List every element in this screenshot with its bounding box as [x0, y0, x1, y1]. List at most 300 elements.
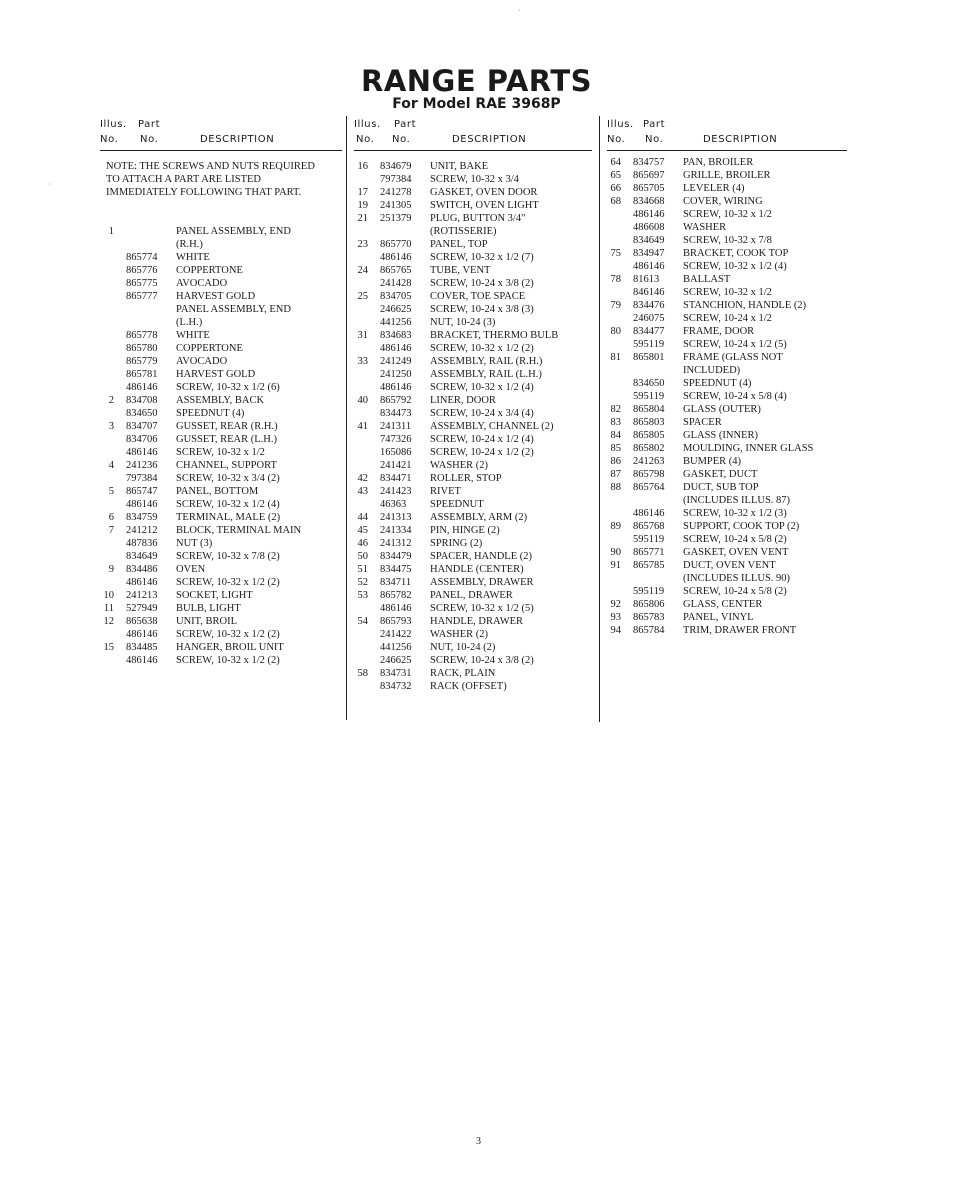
part-row [354, 238, 592, 251]
part-row [100, 641, 342, 654]
part-number: 865804 [633, 404, 665, 415]
part-description: BLOCK, TERMINAL MAIN [176, 525, 302, 536]
scan-speck: · [518, 6, 521, 15]
part-number: 865765 [380, 265, 412, 276]
part-row [607, 416, 847, 429]
part-description: PAN, BROILER [683, 157, 754, 168]
part-row [354, 394, 592, 407]
part-number: 865784 [633, 625, 665, 636]
part-row [100, 524, 342, 537]
part-description: SCREW, 10-24 x 5/8 (2) [683, 534, 787, 545]
part-number: 486146 [633, 209, 665, 220]
part-row [607, 455, 847, 468]
part-number: 241423 [380, 486, 412, 497]
part-description: TERMINAL, MALE (2) [176, 512, 281, 523]
illus-number: 50 [357, 551, 368, 562]
part-number: 747326 [380, 434, 412, 445]
part-row [607, 585, 847, 598]
part-row [354, 173, 592, 186]
part-row [100, 485, 342, 498]
part-number: 241249 [380, 356, 412, 367]
part-row [607, 598, 847, 611]
part-number: 865805 [633, 430, 665, 441]
illus-number: 25 [357, 291, 368, 302]
part-description: PANEL ASSEMBLY, END [176, 304, 291, 315]
header-no: No. [607, 134, 626, 145]
part-number: 486146 [126, 655, 158, 666]
illus-number: 65 [610, 170, 621, 181]
part-row [607, 520, 847, 533]
part-description: SPACER [683, 417, 722, 428]
part-number: 834711 [380, 577, 412, 588]
illus-number: 75 [610, 248, 621, 259]
part-row [100, 602, 342, 615]
part-row [354, 667, 592, 680]
part-description: RACK (OFFSET) [430, 681, 507, 692]
part-description: ASSEMBLY, CHANNEL (2) [430, 421, 554, 432]
part-row [607, 234, 847, 247]
illus-number: 44 [357, 512, 368, 523]
part-number: 865705 [633, 183, 665, 194]
part-number: 834757 [633, 157, 665, 168]
page-subtitle: For Model RAE 3968P [392, 96, 561, 112]
part-row [607, 156, 847, 169]
header-description: DESCRIPTION [452, 134, 527, 145]
part-description: COVER, TOE SPACE [430, 291, 526, 302]
illus-number: 89 [610, 521, 621, 532]
part-description: SPEEDNUT (4) [176, 408, 245, 419]
part-description: SCREW, 10-32 x 7/8 (2) [176, 551, 280, 562]
illus-number: 9 [108, 564, 114, 575]
illus-number: 51 [357, 564, 368, 575]
part-number: 834706 [126, 434, 158, 445]
part-row [100, 264, 342, 277]
part-description: SCREW, 10-32 x 1/2 [683, 287, 772, 298]
illus-number: 7 [108, 525, 114, 536]
part-row [100, 420, 342, 433]
header-illus: Illus. [607, 119, 634, 130]
part-description: SPEEDNUT [430, 499, 484, 510]
part-row [100, 355, 342, 368]
part-number: 865775 [126, 278, 158, 289]
part-description: RACK, PLAIN [430, 668, 496, 679]
part-row [354, 329, 592, 342]
part-row [354, 537, 592, 550]
part-description: HANDLE (CENTER) [430, 564, 524, 575]
part-description: AVOCADO [176, 356, 228, 367]
illus-number: 40 [357, 395, 368, 406]
part-row [354, 511, 592, 524]
part-number: 246625 [380, 304, 412, 315]
part-row [607, 442, 847, 455]
part-description: SCREW, 10-24 x 5/8 (4) [683, 391, 787, 402]
part-number: 241305 [380, 200, 412, 211]
part-row [100, 277, 342, 290]
illus-number: 17 [357, 187, 368, 198]
illus-number: 46 [357, 538, 368, 549]
part-row [100, 537, 342, 550]
part-number: 251379 [380, 213, 412, 224]
part-number: 865785 [633, 560, 665, 571]
part-description: AVOCADO [176, 278, 228, 289]
illus-number: 64 [610, 157, 621, 168]
part-description: PANEL ASSEMBLY, END [176, 226, 291, 237]
part-description: STANCHION, HANDLE (2) [683, 300, 807, 311]
column-divider [599, 116, 600, 722]
part-row [100, 459, 342, 472]
part-row [607, 169, 847, 182]
part-description: (ROTISSERIE) [430, 226, 497, 237]
part-number: 834649 [633, 235, 665, 246]
part-description: WASHER (2) [430, 460, 489, 471]
part-row [607, 208, 847, 221]
part-description: ASSEMBLY, DRAWER [430, 577, 534, 588]
part-description: PANEL, DRAWER [430, 590, 513, 601]
part-description: DUCT, SUB TOP [683, 482, 759, 493]
part-description: HANGER, BROIL UNIT [176, 642, 284, 653]
part-row [607, 260, 847, 273]
part-row [100, 407, 342, 420]
part-row [354, 446, 592, 459]
part-description: SCREW, 10-32 x 1/2 [683, 209, 772, 220]
part-number: 846146 [633, 287, 665, 298]
part-number: 865798 [633, 469, 665, 480]
illus-number: 23 [357, 239, 368, 250]
part-number: 865779 [126, 356, 158, 367]
note-line: TO ATTACH A PART ARE LISTED [106, 174, 261, 185]
part-row [354, 654, 592, 667]
part-description: TUBE, VENT [430, 265, 491, 276]
part-number: 486146 [380, 252, 412, 263]
part-number: 834473 [380, 408, 412, 419]
part-row [607, 546, 847, 559]
part-number: 241422 [380, 629, 412, 640]
part-number: 241263 [633, 456, 665, 467]
part-row [607, 403, 847, 416]
part-row [100, 472, 342, 485]
part-number: 834947 [633, 248, 665, 259]
part-row [100, 290, 342, 303]
part-number: 834650 [633, 378, 665, 389]
parts-column-3 [607, 116, 847, 637]
part-number: 865781 [126, 369, 158, 380]
part-row [354, 485, 592, 498]
part-description: SCREW, 10-32 x 1/2 [176, 447, 265, 458]
page-number: 3 [476, 1136, 481, 1147]
part-description: SCREW, 10-32 x 1/2 (2) [176, 655, 280, 666]
part-number: 865638 [126, 616, 158, 627]
part-description: (L.H.) [176, 317, 203, 328]
part-number: 865778 [126, 330, 158, 341]
part-row [607, 559, 847, 572]
part-description: GASKET, OVEN VENT [683, 547, 789, 558]
illus-number: 16 [357, 161, 368, 172]
part-row [354, 550, 592, 563]
part-description: SCREW, 10-32 x 7/8 [683, 235, 772, 246]
part-number: 486146 [126, 499, 158, 510]
part-number: 865780 [126, 343, 158, 354]
header-rule [607, 150, 847, 151]
part-row [100, 446, 342, 459]
part-row [100, 342, 342, 355]
part-description: HARVEST GOLD [176, 369, 256, 380]
part-row [354, 251, 592, 264]
part-row [607, 611, 847, 624]
part-number: 797384 [126, 473, 158, 484]
illus-number: 52 [357, 577, 368, 588]
part-description: OVEN [176, 564, 206, 575]
part-row [354, 459, 592, 472]
part-row [100, 225, 342, 238]
part-description: GLASS, CENTER [683, 599, 763, 610]
part-description: MOULDING, INNER GLASS [683, 443, 814, 454]
part-row [100, 368, 342, 381]
part-row [354, 290, 592, 303]
part-description: SCREW, 10-24 x 3/4 (4) [430, 408, 534, 419]
part-row [354, 277, 592, 290]
part-number: 595119 [633, 534, 665, 545]
illus-number: 58 [357, 668, 368, 679]
illus-number: 78 [610, 274, 621, 285]
part-number: 241311 [380, 421, 412, 432]
illus-number: 92 [610, 599, 621, 610]
part-number: 865783 [633, 612, 665, 623]
part-number: 865806 [633, 599, 665, 610]
part-number: 834683 [380, 330, 412, 341]
part-row [607, 624, 847, 637]
part-description: SCREW, 10-24 x 3/8 (2) [430, 278, 534, 289]
part-row [354, 433, 592, 446]
part-row [100, 381, 342, 394]
part-description: SOCKET, LIGHT [176, 590, 253, 601]
part-number: 865777 [126, 291, 158, 302]
part-row [607, 273, 847, 286]
part-row [354, 680, 592, 693]
part-row [607, 247, 847, 260]
parts-column-1 [100, 116, 342, 667]
part-row [100, 433, 342, 446]
part-number: 486146 [126, 447, 158, 458]
part-description: NUT, 10-24 (2) [430, 642, 496, 653]
header-part-no: No. [645, 134, 664, 145]
part-row [100, 303, 342, 316]
illus-number: 85 [610, 443, 621, 454]
illus-number: 1 [108, 226, 114, 237]
scan-speck: · [48, 180, 51, 189]
note-line: NOTE: THE SCREWS AND NUTS REQUIRED [106, 161, 315, 172]
part-number: 527949 [126, 603, 158, 614]
part-number: 441256 [380, 642, 412, 653]
part-row [354, 160, 592, 173]
part-row [354, 420, 592, 433]
part-description: SCREW, 10-32 x 1/2 (2) [176, 629, 280, 640]
part-number: 834731 [380, 668, 412, 679]
part-number: 241213 [126, 590, 158, 601]
part-description: HARVEST GOLD [176, 291, 256, 302]
part-description: SCREW, 10-24 x 3/8 (3) [430, 304, 534, 315]
part-row [354, 641, 592, 654]
header-description: DESCRIPTION [200, 134, 275, 145]
part-number: 834705 [380, 291, 412, 302]
header-rule [100, 150, 342, 151]
part-number: 241313 [380, 512, 412, 523]
part-description: UNIT, BROIL [176, 616, 238, 627]
part-number: 834485 [126, 642, 158, 653]
part-number: 834476 [633, 300, 665, 311]
part-number: 241236 [126, 460, 158, 471]
part-number: 834471 [380, 473, 412, 484]
illus-number: 21 [357, 213, 368, 224]
part-description: SCREW, 10-32 x 1/2 (4) [430, 382, 534, 393]
part-number: 865776 [126, 265, 158, 276]
part-row [100, 498, 342, 511]
part-description: BALLAST [683, 274, 731, 285]
part-row [354, 407, 592, 420]
illus-number: 90 [610, 547, 621, 558]
part-row [607, 481, 847, 494]
part-description: COPPERTONE [176, 343, 243, 354]
part-description: SCREW, 10-24 x 3/8 (2) [430, 655, 534, 666]
part-row [607, 533, 847, 546]
part-number: 834650 [126, 408, 158, 419]
part-number: 486146 [380, 603, 412, 614]
part-number: 865801 [633, 352, 665, 363]
illus-number: 2 [108, 395, 114, 406]
illus-number: 19 [357, 200, 368, 211]
part-description: SCREW, 10-32 x 1/2 (4) [176, 499, 280, 510]
part-number: 46363 [380, 499, 407, 510]
part-number: 865770 [380, 239, 412, 250]
part-number: 486146 [126, 629, 158, 640]
part-row [354, 225, 592, 238]
part-row [354, 368, 592, 381]
part-number: 241278 [380, 187, 412, 198]
part-row [607, 364, 847, 377]
part-description: ASSEMBLY, RAIL (R.H.) [430, 356, 543, 367]
illus-number: 79 [610, 300, 621, 311]
part-number: 241334 [380, 525, 412, 536]
part-number: 241212 [126, 525, 158, 536]
part-description: NUT (3) [176, 538, 213, 549]
illus-number: 15 [103, 642, 114, 653]
header-part-no: No. [392, 134, 411, 145]
part-number: 865792 [380, 395, 412, 406]
illus-number: 42 [357, 473, 368, 484]
part-row [607, 351, 847, 364]
part-description: COPPERTONE [176, 265, 243, 276]
part-row [607, 507, 847, 520]
part-row [354, 342, 592, 355]
part-description: WASHER [683, 222, 727, 233]
part-description: TRIM, DRAWER FRONT [683, 625, 797, 636]
part-description: SPEEDNUT (4) [683, 378, 752, 389]
part-description: WHITE [176, 252, 210, 263]
part-description: GRILLE, BROILER [683, 170, 771, 181]
part-number: 486146 [126, 577, 158, 588]
part-description: GUSSET, REAR (R.H.) [176, 421, 278, 432]
part-description: FRAME, DOOR [683, 326, 755, 337]
part-number: 486146 [633, 508, 665, 519]
part-row [607, 182, 847, 195]
part-row [100, 238, 342, 251]
header-illus: Illus. [100, 119, 127, 130]
illus-number: 3 [108, 421, 114, 432]
header-no: No. [356, 134, 375, 145]
illus-number: 68 [610, 196, 621, 207]
part-row [607, 468, 847, 481]
part-number: 834477 [633, 326, 665, 337]
illus-number: 82 [610, 404, 621, 415]
part-number: 486146 [126, 382, 158, 393]
illus-number: 6 [108, 512, 114, 523]
illus-number: 87 [610, 469, 621, 480]
part-row [354, 264, 592, 277]
part-description: DUCT, OVEN VENT [683, 560, 776, 571]
part-description: ASSEMBLY, ARM (2) [430, 512, 528, 523]
part-number: 834732 [380, 681, 412, 692]
part-description: LEVELER (4) [683, 183, 745, 194]
illus-number: 81 [610, 352, 621, 363]
part-row [607, 390, 847, 403]
part-description: GASKET, DUCT [683, 469, 758, 480]
part-number: 486608 [633, 222, 665, 233]
part-row [100, 550, 342, 563]
part-description: COVER, WIRING [683, 196, 763, 207]
column-header [354, 116, 592, 152]
part-description: SCREW, 10-24 x 5/8 (2) [683, 586, 787, 597]
part-description: SCREW, 10-32 x 1/2 (6) [176, 382, 280, 393]
illus-number: 80 [610, 326, 621, 337]
part-number: 241428 [380, 278, 412, 289]
part-description: SUPPORT, COOK TOP (2) [683, 521, 800, 532]
illus-number: 4 [108, 460, 114, 471]
part-row [607, 299, 847, 312]
part-description: BUMPER (4) [683, 456, 742, 467]
part-description: FRAME (GLASS NOT [683, 352, 783, 363]
illus-number: 24 [357, 265, 368, 276]
part-number: 834707 [126, 421, 158, 432]
part-row [354, 563, 592, 576]
part-description: SCREW, 10-32 x 1/2 (2) [430, 343, 534, 354]
part-row [354, 316, 592, 329]
part-number: 865771 [633, 547, 665, 558]
part-number: 486146 [380, 343, 412, 354]
part-description: SWITCH, OVEN LIGHT [430, 200, 539, 211]
part-row [100, 589, 342, 602]
part-number: 595119 [633, 586, 665, 597]
column-header [607, 116, 847, 152]
part-row [354, 199, 592, 212]
illus-number: 41 [357, 421, 368, 432]
part-description: SCREW, 10-32 x 1/2 (7) [430, 252, 534, 263]
part-row [607, 325, 847, 338]
part-description: ASSEMBLY, RAIL (L.H.) [430, 369, 542, 380]
part-description: (INCLUDES ILLUS. 87) [683, 495, 791, 506]
part-number: 797384 [380, 174, 412, 185]
part-row [354, 524, 592, 537]
part-description: GUSSET, REAR (L.H.) [176, 434, 278, 445]
part-row [354, 589, 592, 602]
header-part: Part [643, 119, 666, 130]
header-part-no: No. [140, 134, 159, 145]
part-description: PANEL, BOTTOM [176, 486, 259, 497]
part-description: PANEL, VINYL [683, 612, 754, 623]
part-number: 865768 [633, 521, 665, 532]
part-row [354, 602, 592, 615]
part-row [607, 429, 847, 442]
page-title: RANGE PARTS [361, 64, 592, 98]
part-number: 441256 [380, 317, 412, 328]
